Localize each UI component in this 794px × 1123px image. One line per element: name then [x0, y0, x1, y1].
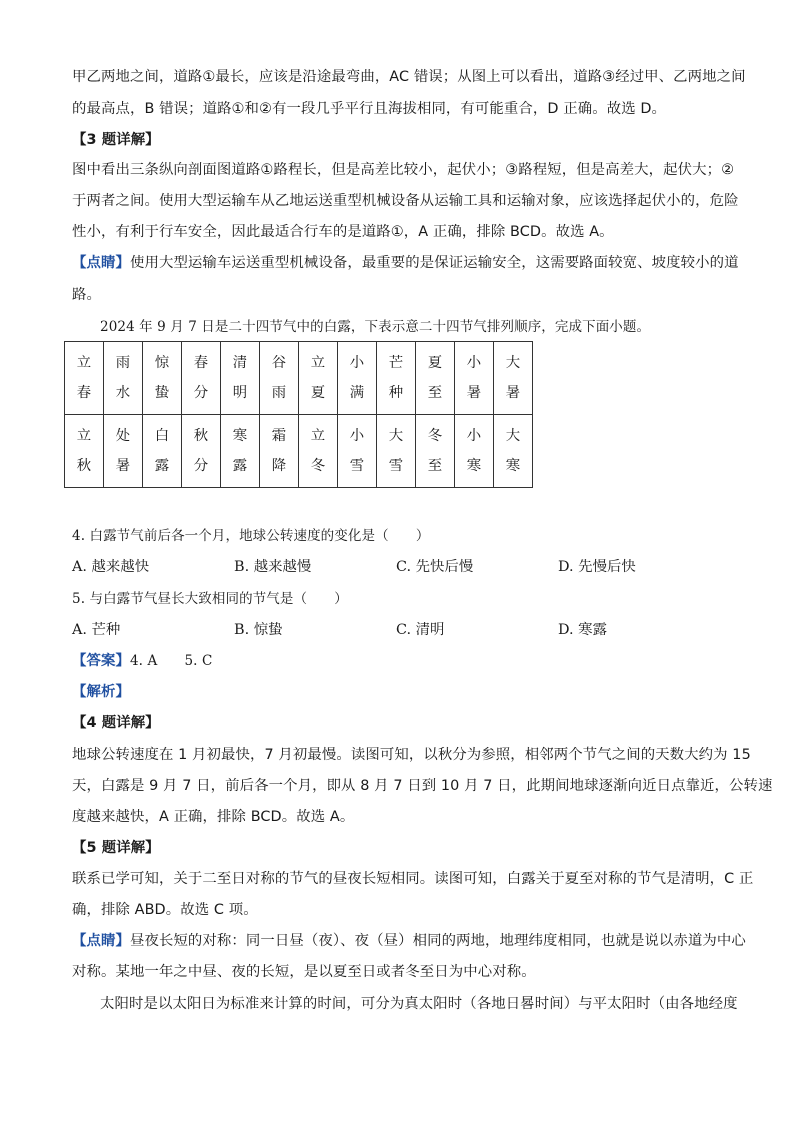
table-cell	[416, 415, 455, 488]
q4-option-a: A. 越来越快	[72, 559, 150, 575]
table-cell	[221, 415, 260, 488]
cell-char: 小	[349, 355, 365, 371]
table-cell	[455, 342, 494, 415]
cell-char: 立	[310, 428, 326, 444]
q5-option-b: B. 惊蛰	[234, 622, 283, 638]
paragraph-line: 的最高点，B 错误；道路①和②有一段几乎平行且海拔相同，有可能重合，D 正确。故选 D。	[72, 101, 667, 117]
tip-label: 【点睛】	[72, 255, 130, 271]
table-row	[65, 342, 533, 415]
q4-header: 【4 题详解】	[72, 715, 160, 731]
cell-char: 芒	[388, 355, 404, 371]
cell-char: 至	[427, 458, 443, 474]
table-cell	[299, 415, 338, 488]
cell-char: 小	[466, 355, 482, 371]
cell-char: 春	[193, 355, 209, 371]
cell-char: 寒	[232, 428, 248, 444]
paragraph-line: 度越来越快，A 正确，排除 BCD。故选 A。	[72, 809, 355, 825]
table-cell	[455, 415, 494, 488]
table-cell	[416, 342, 455, 415]
cell-char: 惊	[154, 355, 170, 371]
paragraph-line: 地球公转速度在 1 月初最快，7 月初最慢。读图可知，以秋分为参照，相邻两个节气之间的天数大约为 15	[72, 747, 751, 763]
table-cell	[377, 342, 416, 415]
table-cell	[182, 415, 221, 488]
q5-option-c: C. 清明	[396, 622, 445, 638]
tip-paragraph	[72, 253, 739, 273]
q4-stem: 4. 白露节气前后各一个月，地球公转速度的变化是（ ）	[72, 528, 430, 544]
q5-stem: 5. 与白露节气昼长大致相同的节气是（ ）	[72, 591, 348, 607]
cell-char: 蛰	[154, 385, 170, 401]
cell-char: 寒	[505, 458, 521, 474]
q4-option-c: C. 先快后慢	[396, 559, 474, 575]
table-cell	[494, 415, 533, 488]
cell-char: 立	[310, 355, 326, 371]
paragraph-line: 天，白露是 9 月 7 日，前后各一个月，即从 8 月 7 日到 10 月 7 日，此期间地球逐渐向近日点靠近，公转速	[72, 778, 773, 794]
cell-char: 露	[154, 458, 170, 474]
paragraph-line: 甲乙两地之间，道路①最长，应该是沿途最弯曲，AC 错误；从图上可以看出，道路③经过甲、乙两地之间	[72, 69, 746, 85]
table-cell	[221, 342, 260, 415]
cell-char: 分	[193, 458, 209, 474]
answer-text: 4. A 5. C	[129, 653, 213, 669]
cell-char: 降	[271, 458, 287, 474]
q4-option-d: D. 先慢后快	[558, 559, 636, 575]
table-cell	[104, 342, 143, 415]
table-cell	[377, 415, 416, 488]
cell-char: 立	[76, 428, 92, 444]
table-cell	[299, 342, 338, 415]
tip-text: 使用大型运输车运送重型机械设备，最重要的是保证运输安全，这需要路面较宽、坡度较小的道	[129, 255, 739, 271]
cell-char: 处	[115, 428, 131, 444]
cell-char: 夏	[427, 355, 443, 371]
cell-char: 水	[115, 385, 131, 401]
cell-char: 大	[388, 428, 404, 444]
cell-char: 秋	[193, 428, 209, 444]
table-cell	[494, 342, 533, 415]
cell-char: 立	[76, 355, 92, 371]
cell-char: 种	[388, 385, 404, 401]
table-cell	[338, 342, 377, 415]
cell-char: 霜	[271, 428, 287, 444]
cell-char: 雪	[388, 458, 404, 474]
cell-char: 至	[427, 385, 443, 401]
analysis-label: 【解析】	[72, 684, 130, 700]
answer-line	[72, 651, 732, 671]
cell-char: 寒	[466, 458, 482, 474]
table-cell	[143, 342, 182, 415]
intro-text: 2024 年 9 月 7 日是二十四节气中的白露，下表示意二十四节气排列顺序，完成下面小题。	[100, 319, 651, 335]
cell-char: 谷	[271, 355, 287, 371]
paragraph-line: 性小，有利于行车安全，因此最适合行车的是道路①，A 正确，排除 BCD。故选 A。	[72, 224, 614, 240]
cell-char: 暑	[115, 458, 131, 474]
paragraph-line: 路。	[72, 287, 101, 303]
cell-char: 秋	[76, 458, 92, 474]
table-cell	[182, 342, 221, 415]
cell-char: 大	[505, 428, 521, 444]
cell-char: 小	[349, 428, 365, 444]
cell-char: 满	[349, 385, 365, 401]
cell-char: 夏	[310, 385, 326, 401]
q5-option-d: D. 寒露	[558, 622, 607, 638]
table-cell	[65, 342, 104, 415]
table-cell	[143, 415, 182, 488]
cell-char: 暑	[466, 385, 482, 401]
table-cell	[65, 415, 104, 488]
cell-char: 冬	[427, 428, 443, 444]
paragraph-line: 图中看出三条纵向剖面图道路①路程长，但是高差比较小，起伏小；③路程短，但是高差大，起伏大；②	[72, 162, 735, 178]
cell-char: 春	[76, 385, 92, 401]
q5-header: 【5 题详解】	[72, 840, 160, 856]
tip-label: 【点睛】	[72, 933, 130, 949]
table-cell	[104, 415, 143, 488]
cell-char: 明	[232, 385, 248, 401]
tip-text: 昼夜长短的对称：同一日昼（夜）、夜（昼）相同的两地，地理纬度相同，也就是说以赤道为中心	[129, 933, 746, 949]
cell-char: 暑	[505, 385, 521, 401]
cell-char: 雨	[271, 385, 287, 401]
paragraph-line: 太阳时是以太阳日为标准来计算的时间，可分为真太阳时（各地日晷时间）与平太阳时（由各地经度	[100, 996, 738, 1012]
paragraph-line: 于两者之间。使用大型运输车从乙地运送重型机械设备从运输工具和运输对象，应该选择起伏小的，危险	[72, 193, 739, 209]
cell-char: 雪	[349, 458, 365, 474]
q3-header: 【3 题详解】	[72, 132, 160, 148]
q5-option-a: A. 芒种	[72, 622, 121, 638]
cell-char: 冬	[310, 458, 326, 474]
table-cell	[260, 342, 299, 415]
cell-char: 小	[466, 428, 482, 444]
table-cell	[260, 415, 299, 488]
tip-paragraph	[72, 931, 746, 951]
cell-char: 分	[193, 385, 209, 401]
cell-char: 大	[505, 355, 521, 371]
cell-char: 白	[154, 428, 170, 444]
paragraph-line: 联系已学可知，关于二至日对称的节气的昼夜长短相同。读图可知，白露关于夏至对称的节气是清明，C 正	[72, 871, 754, 887]
table-row	[65, 415, 533, 488]
cell-char: 雨	[115, 355, 131, 371]
answer-label: 【答案】	[72, 653, 130, 669]
table-cell	[338, 415, 377, 488]
paragraph-line: 对称。某地一年之中昼、夜的长短，是以夏至日或者冬至日为中心对称。	[72, 964, 536, 980]
q4-option-b: B. 越来越慢	[234, 559, 312, 575]
cell-char: 露	[232, 458, 248, 474]
solar-terms-table	[64, 341, 533, 488]
paragraph-line: 确，排除 ABD。故选 C 项。	[72, 902, 258, 918]
cell-char: 清	[232, 355, 248, 371]
